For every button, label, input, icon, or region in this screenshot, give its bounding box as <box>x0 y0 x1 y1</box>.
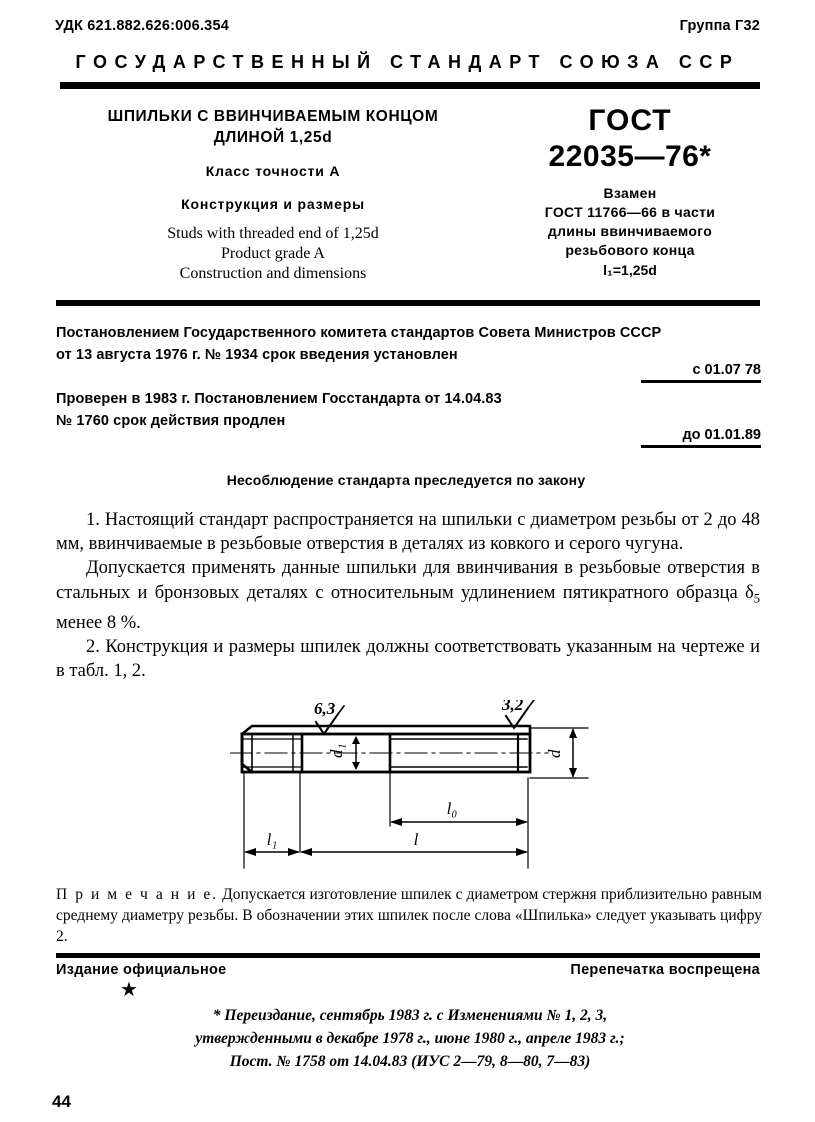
clause-1: 1. Настоящий стандарт распространяется на шпильки с диаметром резьбы от 2 до 48 мм, ввинчиваемые в резьбовые отверстия в деталях из ковкого и серого чугуна. <box>56 510 760 555</box>
replaces-formula: l₁=1,25d <box>603 262 657 278</box>
replaces-line-1: ГОСТ 11766—66 в части <box>544 204 716 220</box>
replaces-label: Взамен <box>603 185 657 201</box>
dim-l1-arrow-right <box>288 848 300 856</box>
dim-d1-label: d₁ <box>327 743 346 758</box>
stud-technical-drawing <box>230 700 600 880</box>
page-number: 44 <box>52 1092 71 1111</box>
star-icon: ★ <box>120 979 138 1001</box>
resolution-2-line-1: Проверен в 1983 г. Постановлением Госстандарта от 14.04.83 <box>56 391 502 407</box>
note-text: Допускается изготовление шпилек с диаметром стержня приблизительно равным среднему диаметру резьбы. В обозначении этих шпилек после слова «Шпилька» следует указывать цифру 2. <box>56 886 762 945</box>
dim-l-arrow-right <box>516 848 528 856</box>
roughness-left-tail <box>338 706 344 714</box>
dim-l0-arrow-right <box>516 818 528 826</box>
title-block <box>58 106 488 284</box>
dim-d-arrow-bottom <box>569 768 577 778</box>
resolution-1-line-1: Постановлением Государственного комитета стандартов Совета Министров СССР <box>56 325 662 341</box>
accuracy-class: Класс точности А <box>205 163 341 179</box>
roughness-right-label: 3,2 <box>502 700 524 714</box>
resolution-paragraph-1 <box>56 322 756 366</box>
edition-label: Издание официальное <box>56 962 227 978</box>
clause-1b-pre: Допускается применять данные шпильки для ввинчивания в резьбовые отверстия в стальных и бронзовых деталях с относительным удлинением пятикратного образца δ <box>56 558 760 603</box>
resolution-paragraph-2 <box>56 388 756 432</box>
footnote-line-1: * Переиздание, сентябрь 1983 г. с Изменениями № 1, 2, 3, <box>212 1007 608 1024</box>
roughness-right-tail <box>528 700 534 708</box>
legal-warning: Несоблюдение стандарта преследуется по закону <box>226 472 586 488</box>
reprint-label: Перепечатка воспрещена <box>570 962 760 978</box>
stud-drawing-svg <box>230 700 600 880</box>
construction-subtitle: Конструкция и размеры <box>181 196 365 212</box>
header-meta-row <box>55 18 760 34</box>
note-lead: П р и м е ч а н и е. <box>56 886 219 903</box>
effective-until-date: до 01.01.89 <box>641 427 761 448</box>
english-title-line-1: Studs with threaded end of 1,25d <box>167 225 379 242</box>
footnote-line-2: утвержденными в декабре 1978 г., июне 1980 г., апреле 1983 г.; <box>195 1030 625 1047</box>
dim-l1-label: l₁ <box>266 830 278 849</box>
standard-banner: ГОСУДАРСТВЕННЫЙ СТАНДАРТ СОЮЗА ССР <box>75 52 740 72</box>
gost-number-block <box>500 104 760 278</box>
rule-under-banner <box>60 82 760 89</box>
resolution-2-line-2: № 1760 срок действия продлен <box>56 413 286 429</box>
footer-row <box>56 962 760 978</box>
rule-under-note <box>56 953 760 958</box>
group-code: Группа Г32 <box>679 18 760 34</box>
gost-word: ГОСТ <box>588 104 672 137</box>
clause-2: 2. Конструкция и размеры шпилек должны соответствовать указанным на чертеже и в табл. 1, 2. <box>56 636 760 681</box>
title-line-2: ДЛИНОЙ 1,25d <box>213 129 333 146</box>
dim-d-arrow-top <box>569 728 577 738</box>
clause-1b-post: менее 8 %. <box>56 612 141 633</box>
dim-d-label: d <box>545 749 564 758</box>
body-text <box>56 508 760 683</box>
udc-code: УДК 621.882.626:006.354 <box>55 18 229 34</box>
footnote-line-3: Пост. № 1758 от 14.04.83 (ИУС 2—79, 8—80, 7—83) <box>229 1053 591 1070</box>
dim-l0-arrow-left <box>390 818 402 826</box>
gost-number: 22035—76* <box>548 140 712 173</box>
roughness-left-label: 6,3 <box>314 700 336 718</box>
english-title-line-3: Construction and dimensions <box>179 265 367 282</box>
dim-l-label: l <box>413 830 419 849</box>
replaces-line-3: резьбового конца <box>565 242 695 258</box>
note-block <box>56 884 762 947</box>
dim-l1-arrow-left <box>244 848 256 856</box>
footnote-block <box>100 1004 720 1073</box>
resolution-1-line-2: от 13 августа 1976 г. № 1934 срок введения установлен <box>56 347 458 363</box>
replaces-line-2: длины ввинчиваемого <box>547 223 713 239</box>
dim-l-arrow-left <box>300 848 312 856</box>
rule-under-title <box>56 300 760 306</box>
english-title-line-2: Product grade A <box>221 245 325 262</box>
clause-1b-subscript: 5 <box>753 591 760 606</box>
dim-d1-arrow-top <box>352 736 360 744</box>
effective-from-date: с 01.07 78 <box>641 362 761 383</box>
dim-l0-label: l₀ <box>446 799 458 818</box>
clause-1b <box>56 556 760 634</box>
dim-d1-arrow-bottom <box>352 762 360 770</box>
title-line-1: ШПИЛЬКИ С ВВИНЧИВАЕМЫМ КОНЦОМ <box>107 108 439 125</box>
